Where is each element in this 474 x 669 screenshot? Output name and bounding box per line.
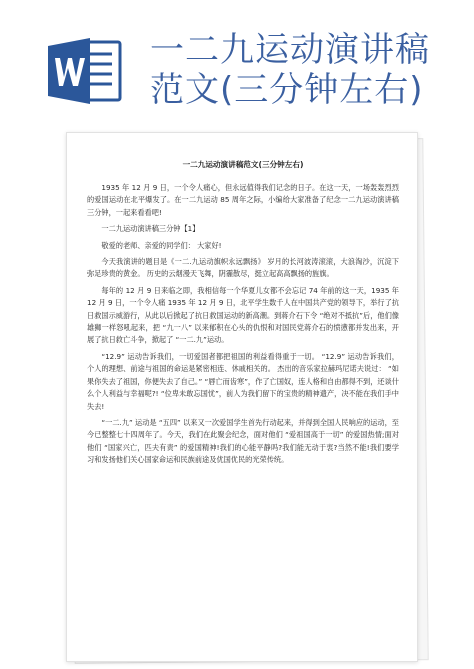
page-heading: 一二九运动演讲稿范文(三分钟左右) [182, 160, 304, 169]
title-line-2: 范文(三分钟左右) [150, 70, 424, 110]
paragraph-history: 每年的 12 月 9 日来临之即，我相信每一个华夏儿女都不会忘记 74 年前的这一天，1935 年 12 月 9 日，一个令人痛 1935 年 12 月 9 日，北平学生数千人在中国共产党的领导下，举行了抗日救国示威游行，从此以后掀起了抗日救国运动的新高潮。到蒋介石下令 “绝对不抵抗”后，他们像雄狮一样怒吼起来，把 “九一八” 以来郁积在心头的仇恨和对国民党蒋介石的愤懑都并发出来，开展了抗日救亡斗争，掀起了 “一二.九”运动。 [87, 285, 399, 345]
document-title [150, 30, 470, 110]
paragraph-intro: 1935 年 12 月 9 日，一个令人痛心，但永远值得我们记念的日子。在这一天，一场轰轰烈烈的爱国运动在北平爆发了。在一二九运动 85 周年之际，小编给大家准备了纪念一二九运动演讲稿三分钟，一起来看看吧! [87, 183, 399, 217]
paragraph-greeting: 敬爱的老师、亲爱的同学们： 大家好! [101, 240, 222, 250]
paragraph-section-title: 一二九运动演讲稿三分钟【1】 [101, 224, 200, 234]
banner [0, 0, 474, 122]
paragraph-topic: 今天我演讲的题目是《一二.九运动旗帜永远飘扬》 岁月的长河波涛滚滚，大浪淘沙，沉淀下弥足珍贵的黄金。 历史的云烟漫天飞舞，阴霾散尽，挺立起高高飘扬的旌旗。 [87, 257, 399, 279]
document-page [66, 132, 418, 662]
paragraph-tradition: “一二.九” 运动是 “五四” 以来又一次爱国学生首先行动起来，并得到全国人民响应的运动，至今已整整七十四周年了。今天，我们在此聚会纪念，面对他们 “爱祖国高于一切” 的爱国热情;面对他们 “国家兴亡，匹夫有责” 的爱国精神!我们的心能平静吗?我们能无动于衷?当然不能!我们要学习和发扬他们关心国家命运和民族前途及优国优民的光荣传统。 [87, 417, 399, 465]
title-line-1: 一二九运动演讲稿 [150, 30, 430, 70]
page-content [87, 159, 399, 471]
word-icon [46, 36, 126, 106]
paragraph-lessons: “12.9” 运动告诉我们，一切爱国者都把祖国的利益看得重于一切。 “12.9” 运动告诉我们，个人的理想、前途与祖国的命运是紧密相连、休戚相关的。 杰出的音乐家拉赫玛尼诺夫说过： “如果你失去了祖国，你便失去了自己。” “唇亡而齿寒”，作了亡国奴，连人格和自由都得不到，还谈什么个人利益与幸福呢?! “位卑未敢忘国忧”，前人为我们留下的宝贵的精神遗产，决不能在我们手中失去! [87, 351, 399, 411]
